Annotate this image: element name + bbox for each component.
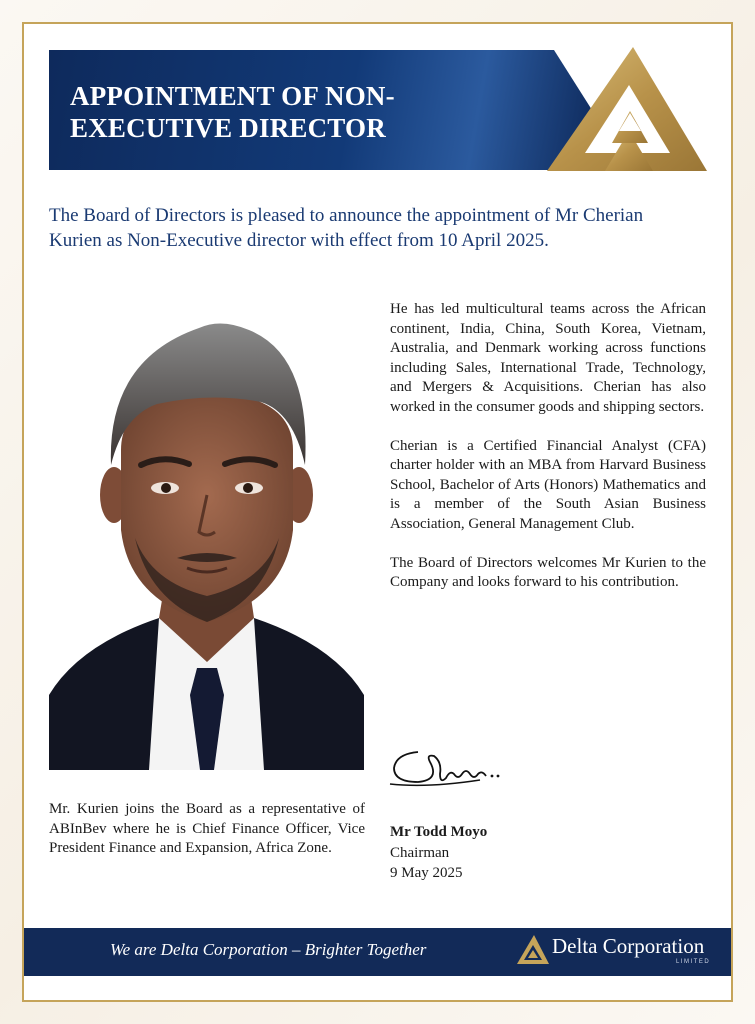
title-line-2: EXECUTIVE DIRECTOR [70, 113, 386, 143]
title-line-1: APPOINTMENT OF NON- [70, 81, 395, 111]
body-text [390, 300, 706, 612]
delta-triangle-logo-icon [545, 45, 710, 173]
delta-logo-icon [516, 934, 550, 966]
signer-block [390, 822, 590, 884]
page-title [70, 80, 530, 144]
footer-brand-name: Delta Corporation [552, 934, 705, 958]
paragraph-welcome: The Board of Directors welcomes Mr Kurien to the Company and looks forward to his contribution. [390, 554, 706, 591]
paragraph-experience: He has led multicultural teams across the African continent, India, China, South Korea, Vietnam, Australia, and Denmark working across functions including Sales, International Trade, Technology, and Mergers & Acquisitions. Cherian has also worked in the consumer goods and shipping sectors. [390, 301, 706, 415]
photo-caption: Mr. Kurien joins the Board as a representative of ABInBev where he is Chief Finance Officer, Vice President Finance and Expansion, Africa Zone. [49, 801, 365, 857]
footer-brand-limited: LIMITED [676, 959, 711, 965]
intro-announcement: The Board of Directors is pleased to announce the appointment of Mr Cherian Kurien as Non-Executive director with effect from 10 April 2025. [49, 205, 644, 251]
footer-slogan: We are Delta Corporation – Brighter Together [110, 940, 427, 959]
paragraph-qualifications: Cherian is a Certified Financial Analyst (CFA) charter holder with an MBA from Harvard Business School, Bachelor of Arts (Honors) Mathematics and is a member of the South Asian Business Association, General Management Club. [390, 437, 706, 532]
signature-date: 9 May 2025 [390, 865, 463, 881]
footer-bar [24, 928, 731, 976]
signer-name: Mr Todd Moyo [390, 824, 488, 840]
handwritten-signature-icon [388, 740, 508, 800]
signer-role: Chairman [390, 844, 450, 861]
portrait-photo [49, 300, 364, 770]
portrait-illustration [49, 300, 364, 770]
